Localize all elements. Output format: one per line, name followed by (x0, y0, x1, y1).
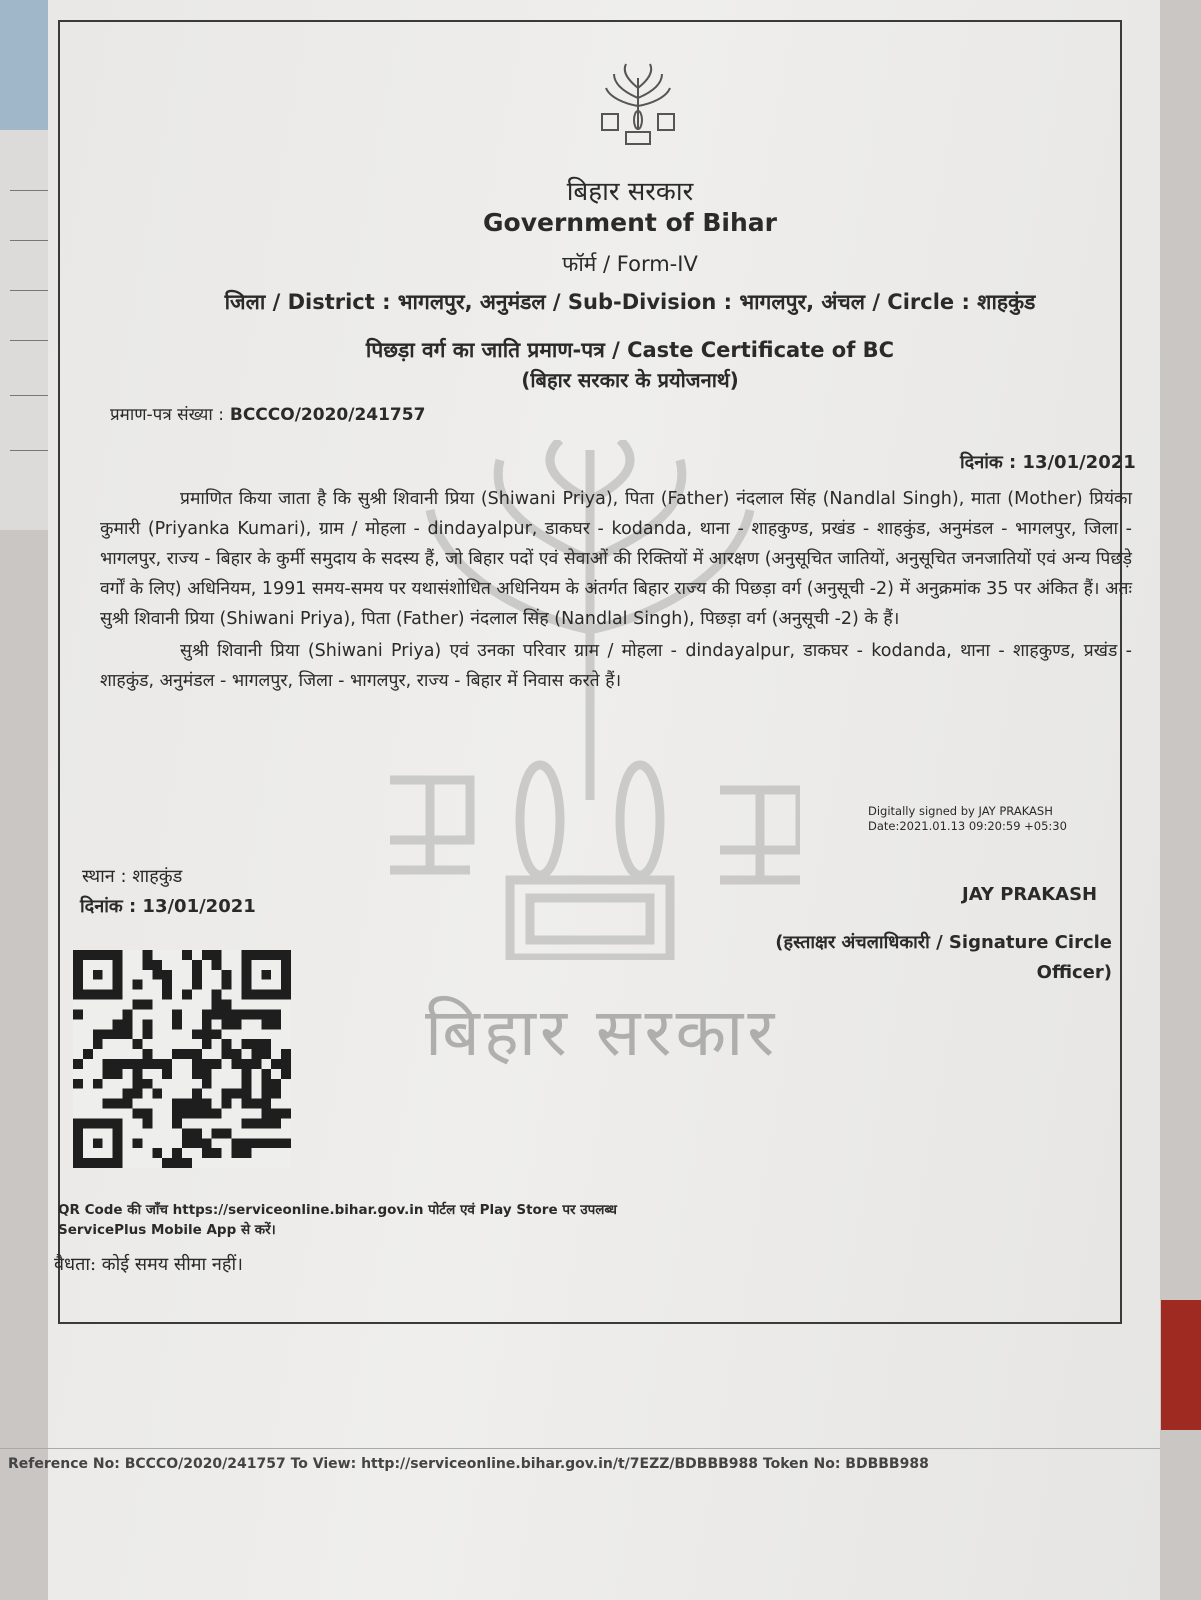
certificate-purpose: (बिहार सरकार के प्रयोजनार्थ) (521, 368, 739, 392)
certificate-number-value: BCCCO/2020/241757 (229, 405, 426, 425)
validity-note: वैधता: कोई समय सीमा नहीं। (54, 1254, 243, 1275)
reference-footer: Reference No: BCCCO/2020/241757 To View: http://serviceonline.bihar.gov.in/t/7EZZ/BDBBB988 Token No: BDBBB988 (8, 1456, 929, 1472)
certificate-number (110, 402, 425, 425)
place-date: दिनांक : 13/01/2021 (80, 896, 256, 917)
watermark-text: बिहार सरकार (425, 994, 779, 1071)
place: स्थान : शाहकुंड (82, 866, 183, 887)
body-paragraph-2: सुश्री शिवानी प्रिया (Shiwani Priya) एवं उनका परिवार ग्राम / मोहला - dindayalpur, डाकघर - kodanda, थाना - शाहकुण्ड, प्रखंड - शाहकुंड, अनुमंडल - भागलपुर, जिला - भागलपुर, राज्य - बिहार में निवास करते हैं। (100, 641, 1132, 691)
certificate-title: पिछड़ा वर्ग का जाति प्रमाण-पत्र / Caste Certificate of BC (365, 338, 895, 362)
signer-name: JAY PRAKASH (962, 884, 1098, 905)
certificate-body (100, 484, 1132, 696)
digital-signature-line-2: Date:2021.01.13 09:20:59 +05:30 (868, 819, 1067, 833)
form-number: फॉर्म / Form-IV (562, 252, 698, 276)
certificate-number-label: प्रमाण-पत्र संख्या : (110, 405, 224, 425)
signer-role: (हस्ताक्षर अंचलाधिकारी / Signature Circle Officer) (775, 932, 1112, 983)
district-line: जिला / District : भागलपुर, अनुमंडल / Sub-Division : भागलपुर, अंचल / Circle : शाहकुंड (224, 290, 1036, 314)
header-english-title: Government of Bihar (483, 208, 777, 237)
body-paragraph-1: प्रमाणित किया जाता है कि सुश्री शिवानी प्रिया (Shiwani Priya), पिता (Father) नंदलाल सिंह (Nandlal Singh), माता (Mother) प्रियंका कुमारी (Priyanka Kumari), ग्राम / मोहला - dindayalpur, डाकघर - kodanda, थाना - शाहकुण्ड, प्रखंड - शाहकुंड, अनुमंडल - भागलपुर, जिला - भागलपुर, राज्य - बिहार के कुर्मी समुदाय के सदस्य हैं, जो बिहार पदों एवं सेवाओं की रिक्तियों में आरक्षण (अनुसूचित जातियों, अनुसूचित जनजातियों एवं अन्य पिछड़े वर्गों के लिए) अधिनियम, 1991 समय-समय पर यथासंशोधित अधिनियम के अंतर्गत बिहार राज्य की पिछड़ा वर्ग (अनुसूची -2) में अनुक्रमांक 35 पर अंकित हैं। अतः सुश्री शिवानी प्रिया (Shiwani Priya), पिता (Father) नंदलाल सिंह (Nandlal Singh), पिछड़ा वर्ग (अनुसूची -2) के हैं। (100, 489, 1132, 629)
bihar-emblem-icon (592, 58, 684, 150)
background-blue-object (0, 0, 50, 130)
digital-signature-info (868, 804, 1067, 834)
background-red-object (1161, 1300, 1201, 1430)
issue-date: दिनांक : 13/01/2021 (960, 452, 1136, 473)
header-hindi-title: बिहार सरकार (566, 177, 694, 207)
digital-signature-line-1: Digitally signed by JAY PRAKASH (868, 804, 1053, 818)
qr-verification-note: QR Code की जाँच https://serviceonline.bihar.gov.in पोर्टल एवं Play Store पर उपलब्ध ServicePlus Mobile App से करें। (58, 1202, 617, 1238)
qr-code-icon[interactable] (72, 950, 292, 1168)
footer-divider (0, 1448, 1160, 1449)
